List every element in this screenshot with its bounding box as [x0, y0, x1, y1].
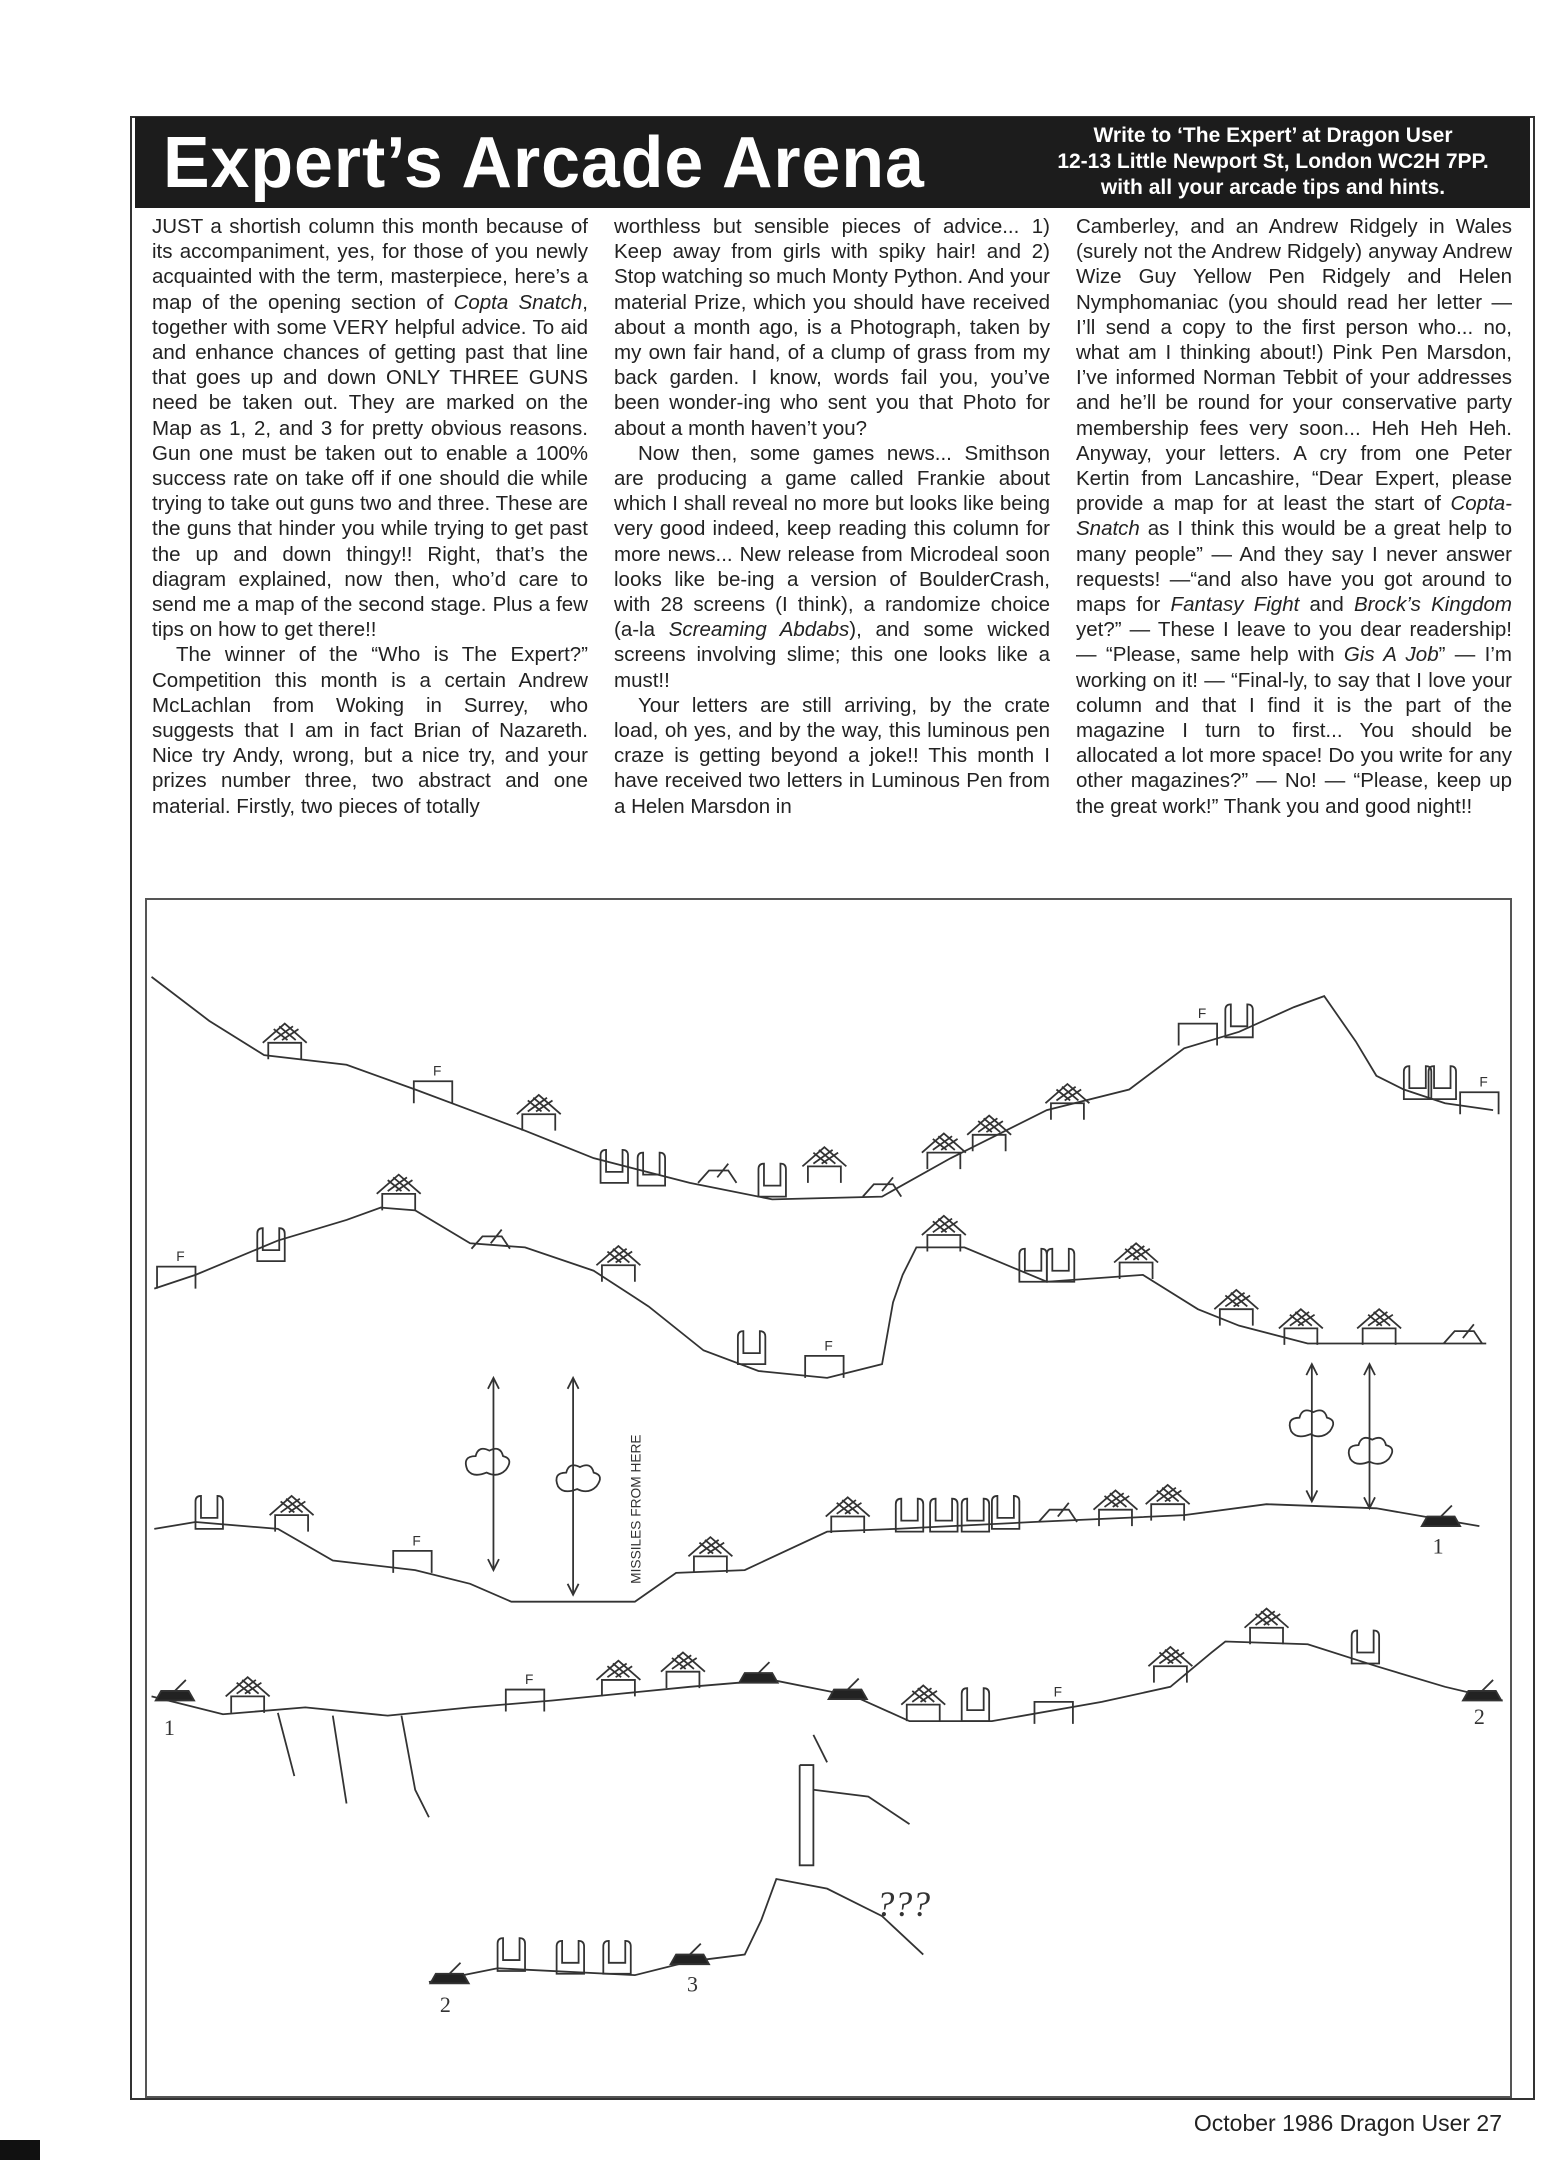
fuel-station-icon — [414, 1064, 452, 1103]
hut-icon — [1114, 1243, 1158, 1279]
hut-icon — [596, 1661, 640, 1697]
gun-turret-icon — [1429, 1066, 1456, 1099]
hut-icon — [1148, 1647, 1192, 1683]
gun-label-1: 1 — [1432, 1533, 1444, 1559]
gun-turret-icon — [896, 1499, 923, 1532]
game-title: Copta Snatch — [453, 290, 583, 314]
text-run: worthless but sensible pieces of advice... 1) Keep away from girls with spiky hair! and 2) Stop watching so much Monty Python. And your material Prize, which you should have received about a month ago, is a Photograph, taken by my own fair hand, of a clump of grass from my back garden. I know, words fail you, you’ve been wonder-ing who sent you that Photo for about a month haven’t you? — [614, 215, 1050, 440]
article-column-1 — [152, 214, 588, 819]
gun-label-2: 2 — [439, 1992, 451, 2018]
gun-turret-icon — [1047, 1249, 1074, 1282]
article-column-2 — [614, 214, 1050, 819]
gun-turret-icon — [962, 1499, 989, 1532]
missiles-label: MISSILES FROM HERE — [628, 1434, 644, 1584]
hut-icon — [826, 1497, 870, 1533]
gun-turret-icon — [638, 1153, 665, 1186]
gun-turret-icon — [738, 1331, 765, 1364]
gun-turret-icon — [758, 1164, 785, 1197]
bunker-icon — [1039, 1503, 1077, 1522]
gun-label-1: 1 — [163, 1714, 175, 1740]
svg-text:F: F — [176, 1249, 185, 1265]
fuel-station-icon — [157, 1249, 195, 1288]
enemy-gun-icon — [739, 1662, 777, 1683]
cloud-icon — [1349, 1438, 1393, 1464]
missile-arrow-icon — [568, 1378, 579, 1595]
text-run: Your letters are still arriving, by the crate load, oh yes, and by the way, this luminous pen craze is getting beyond a joke!! This month I have received two letters in Luminous Pen from a Helen Marsdon in — [614, 693, 1050, 818]
hut-icon — [901, 1685, 945, 1721]
gun-turret-icon — [557, 1941, 584, 1974]
unknown-label: ??? — [876, 1884, 931, 1925]
cave-crack — [813, 1790, 909, 1824]
hut-icon — [517, 1095, 561, 1131]
svg-text:F: F — [1197, 1006, 1207, 1022]
game-title: Screaming Abdabs — [668, 618, 850, 642]
svg-text:F: F — [1053, 1684, 1063, 1700]
enemy-gun-icon — [1463, 1680, 1501, 1701]
enemy-gun-icon — [430, 1963, 468, 1984]
enemy-gun-icon — [156, 1680, 194, 1701]
hut-icon — [1357, 1309, 1401, 1345]
svg-text:F: F — [1479, 1074, 1488, 1090]
cave-crack — [401, 1716, 428, 1818]
hut-icon — [226, 1677, 270, 1713]
bunker-icon — [1444, 1324, 1482, 1343]
bunker-icon — [863, 1177, 901, 1196]
svg-text:F: F — [433, 1063, 442, 1079]
missile-arrow-icon — [1364, 1364, 1375, 1508]
hut-icon — [1245, 1609, 1289, 1645]
text-run: JUST a shortish column this month because of its accompaniment, yes, for those of you newly acquainted with the term, masterpiece, here’s a map of the opening section of — [152, 215, 588, 314]
shaft — [800, 1765, 814, 1865]
contact-address — [1038, 123, 1508, 201]
text-run: ), and some wicked screens involving slime; this one looks like a must!! — [614, 618, 1050, 692]
game-title: Copta-Snatch — [1076, 492, 1512, 541]
gun-turret-icon — [1352, 1631, 1379, 1664]
fuel-station-icon — [393, 1533, 431, 1572]
hut-icon — [1214, 1290, 1258, 1326]
copta-snatch-map — [145, 898, 1512, 2098]
fuel-station-icon — [506, 1672, 544, 1711]
hut-icon — [1094, 1490, 1138, 1526]
missile-arrow-icon — [1306, 1364, 1317, 1501]
svg-text:F: F — [525, 1672, 534, 1688]
gun-label-2: 2 — [1473, 1703, 1485, 1729]
hut-icon — [922, 1216, 966, 1252]
paragraph — [614, 214, 1050, 441]
text-run: Now then, some games news... Smithson are producing a game called Frankie about which I shall reveal no more but looks like being very good indeed, keep reading this column for more news... New release from Microdeal soon looks like be-ing a version of BoulderCrash, with 28 screens (I think), a randomize choice (a-la — [614, 441, 1050, 642]
paragraph — [152, 214, 588, 642]
fuel-station-icon — [805, 1338, 843, 1377]
game-title: Brock’s Kingdom — [1354, 593, 1512, 617]
text-run: The winner of the “Who is The Expert?” Competition this month is a certain Andrew McLachlan from Woking in Surrey, who suggests that I am in fact Brian of Nazareth. Nice try Andy, wrong, but a nice try, and your prizes number three, two abstract and one material. Firstly, two pieces of totally — [152, 643, 588, 818]
text-run: ” — I’m working on it! — “Final-ly, to say that I love your column and that I find it is the part of the magazine I turn to first... You should be allocated a lot more space! Do you write for any other magazines?” — No! — “Please, keep up the great work!” Thank you and good night!! — [1076, 643, 1513, 818]
enemy-gun-icon — [671, 1944, 709, 1965]
hut-icon — [263, 1024, 307, 1060]
cloud-icon — [556, 1465, 600, 1491]
fuel-station-icon — [1034, 1684, 1072, 1723]
text-run: yet?” — These I leave to you dear readership! — “Please, same help with — [1076, 618, 1512, 667]
hut-icon — [922, 1133, 966, 1169]
gun-turret-icon — [603, 1941, 630, 1974]
bunker-icon — [698, 1164, 736, 1183]
gun-turret-icon — [962, 1688, 989, 1721]
column-header — [135, 117, 1530, 208]
terrain-line-2 — [154, 1208, 1486, 1378]
map-drawing — [147, 900, 1510, 2096]
hut-icon — [377, 1175, 421, 1211]
address-line: with all your arcade tips and hints. — [1100, 176, 1446, 199]
enemy-gun-icon — [1422, 1506, 1460, 1527]
hut-icon — [688, 1537, 732, 1573]
scan-edge-mark — [0, 2140, 40, 2160]
terrain-line-3 — [154, 1504, 1479, 1601]
address-line: Write to ‘The Expert’ at Dragon User — [1093, 124, 1453, 147]
text-run: and — [1299, 593, 1354, 617]
paragraph — [614, 441, 1050, 693]
text-run: as I think this would be a great help to many people” — And they say I never answer requests! —“and also have you got around to maps for — [1076, 517, 1512, 617]
enemy-gun-icon — [829, 1679, 867, 1700]
page-title: Expert’s Arcade Arena — [163, 123, 925, 203]
article-column-3 — [1076, 214, 1512, 819]
hut-icon — [270, 1496, 314, 1532]
gun-turret-icon — [257, 1228, 284, 1261]
cave-crack — [813, 1735, 827, 1762]
paragraph — [614, 693, 1050, 819]
paragraph — [1076, 214, 1512, 819]
page-footer: October 1986 Dragon User 27 — [1193, 2110, 1502, 2136]
address-line: 12-13 Little Newport St, London WC2H 7PP. — [1057, 150, 1489, 173]
game-title: Gis A Job — [1343, 643, 1439, 667]
terrain-line-4 — [152, 1641, 1503, 1721]
svg-text:F: F — [824, 1338, 833, 1354]
svg-text:F: F — [412, 1533, 421, 1549]
cave-crack — [278, 1713, 294, 1776]
cave-crack — [333, 1716, 347, 1804]
hut-icon — [661, 1652, 705, 1688]
terrain-line-5 — [429, 1879, 923, 1982]
hut-icon — [802, 1147, 846, 1183]
gun-label-3: 3 — [687, 1971, 699, 1997]
paragraph — [152, 642, 588, 818]
cloud-icon — [466, 1449, 510, 1475]
game-title: Fantasy Fight — [1170, 593, 1300, 617]
hut-icon — [1279, 1309, 1323, 1345]
text-run: Camberley, and an Andrew Ridgely in Wales (surely not the Andrew Ridgely) anyway Andrew Wize Guy Yellow Pen Ridgely and Helen Nymphomaniac (you should read her letter — I’ll send a copy to the first person who... no, what am I thinking about!) Pink Pen Marsdon, I’ve informed Norman Tebbit of your addresses and he’ll be round for your conservative party membership fees very soon... Heh Heh Heh. Anyway, your letters. A cry from one Peter Kertin from Lancashire, “Dear Expert, please provide a map for at least the start of — [1076, 215, 1512, 516]
gun-turret-icon — [498, 1938, 525, 1971]
text-run: , together with some VERY helpful advice. To aid and enhance chances of getting past that line that goes up and down ONLY THREE GUNS need be taken out. They are marked on the Map as 1, 2, and 3 for pretty obvious reasons. Gun one must be taken out to enable a 100% success rate on take off if one should die while trying to take out guns two and three. These are the guns that hinder you while trying to get past the up and down thingy!! Right, that’s the diagram explained, now then, who’d care to send me a map of the second stage. Plus a few tips on how to get there!! — [152, 290, 588, 642]
